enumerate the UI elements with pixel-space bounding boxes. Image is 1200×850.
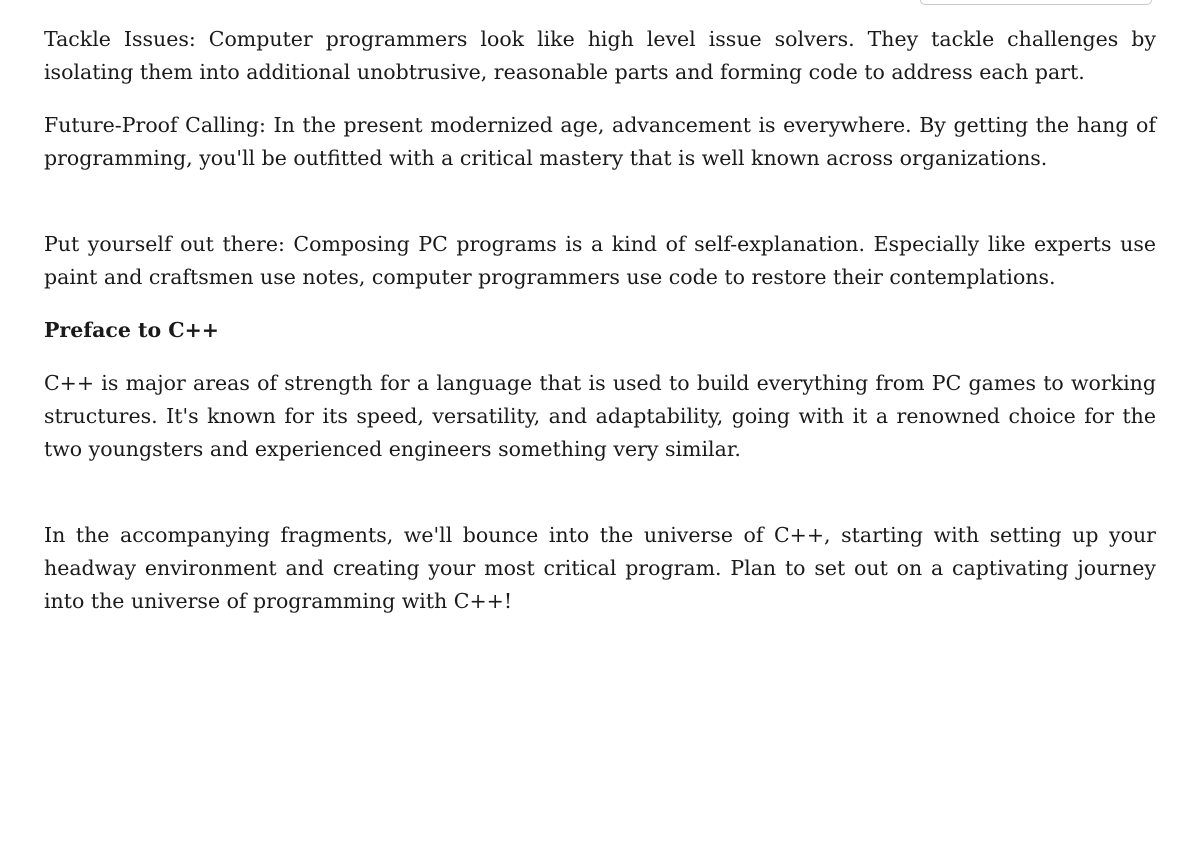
paragraph-put-yourself-out-there: Put yourself out there: Composing PC programs is a kind of self-explanation. Especially like experts use paint and craftsmen use notes, computer programmers use code to restore their contemplations. <box>44 232 1156 289</box>
page-edge-decoration <box>920 0 1152 5</box>
paragraph-future-proof-calling: Future-Proof Calling: In the present modernized age, advancement is everywhere. By getting the hang of programming, you'll be outfitted with a critical mastery that is well known across organizations. <box>44 113 1156 170</box>
paragraph-closing: In the accompanying fragments, we'll bounce into the universe of C++, starting with setting up your headway environment and creating your most critical program. Plan to set out on a captivating journey into the universe of programming with C++! <box>44 523 1156 613</box>
paragraph-tackle-issues: Tackle Issues: Computer programmers look like high level issue solvers. They tackle challenges by isolating them into additional unobtrusive, reasonable parts and forming code to address each part. <box>44 27 1156 84</box>
document-body <box>44 23 1156 638</box>
section-heading: Preface to C++ <box>44 318 219 342</box>
paragraph-cpp-intro: C++ is major areas of strength for a language that is used to build everything from PC games to working structures. It's known for its speed, versatility, and adaptability, going with it a renowned choice for the two youngsters and experienced engineers something very similar. <box>44 371 1156 461</box>
